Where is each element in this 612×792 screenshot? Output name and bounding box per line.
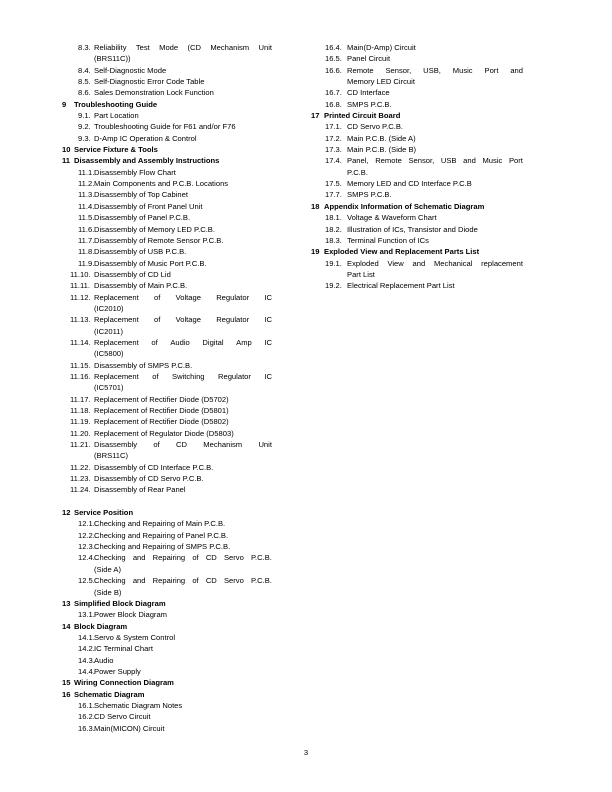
toc-subsection-entry[interactable] <box>58 76 272 87</box>
toc-entry-title: Main(MICON) Circuit <box>94 723 165 733</box>
toc-subsection-entry[interactable] <box>311 53 523 64</box>
toc-subsection-entry[interactable] <box>58 700 272 711</box>
toc-entry-number: 9 <box>62 99 67 109</box>
toc-entry-title: Disassembly Flow Chart <box>94 167 176 177</box>
toc-subsection-entry[interactable] <box>58 337 272 348</box>
toc-entry-number: 11.21. <box>70 440 91 450</box>
toc-entry-title: Disassembly of Panel P.C.B. <box>94 213 191 223</box>
toc-section-entry[interactable] <box>311 110 523 121</box>
toc-entry-continuation: (IC5701) <box>94 383 124 393</box>
toc-entry-number: 11.11. <box>70 281 90 291</box>
toc-subsection-entry[interactable] <box>58 258 272 269</box>
toc-entry-number: 12.1. <box>78 519 95 529</box>
spacer <box>58 496 272 507</box>
toc-section-entry[interactable] <box>58 507 272 518</box>
toc-entry-number: 18 <box>311 201 320 211</box>
toc-entry-number: 19.2. <box>325 281 342 291</box>
toc-entry-title: Troubleshooting Guide for F61 and/or F76 <box>94 122 236 132</box>
toc-subsection-entry[interactable] <box>58 224 272 235</box>
toc-entry-number: 17.7. <box>325 190 342 200</box>
toc-subsection-entry[interactable] <box>58 666 272 677</box>
toc-entry-number: 12.2. <box>78 530 95 540</box>
toc-entry-title: Power Supply <box>94 666 141 676</box>
toc-entry-number: 16.1. <box>78 700 95 710</box>
toc-entry-number: 12.3. <box>78 542 95 552</box>
toc-entry-title: Printed Circuit Board <box>324 111 401 121</box>
toc-entry-title: Illustration of ICs, Transistor and Diode <box>347 224 478 234</box>
toc-entry-title: Disassembly of CD Lid <box>94 269 171 279</box>
toc-entry-number: 17.1. <box>325 122 342 132</box>
toc-entry-title: Part Location <box>94 111 139 121</box>
toc-entry-number: 17.5. <box>325 179 342 189</box>
toc-entry-title: Disassembly of SMPS P.C.B. <box>94 360 193 370</box>
toc-entry-title: CD Servo P.C.B. <box>347 122 403 132</box>
toc-entry-title: Disassembly of Top Cabinet <box>94 190 188 200</box>
toc-subsection-entry[interactable] <box>58 269 272 280</box>
toc-entry-number: 14.2. <box>78 644 95 654</box>
toc-entry-number: 18.2. <box>325 224 342 234</box>
toc-subsection-entry[interactable] <box>58 178 272 189</box>
toc-entry-number: 10 <box>62 145 71 155</box>
toc-entry-number: 14.1. <box>78 632 95 642</box>
toc-subsection-entry[interactable] <box>58 110 272 121</box>
toc-entry-continuation: (IC5800) <box>94 349 124 359</box>
toc-subsection-entry[interactable] <box>58 428 272 439</box>
toc-entry-number: 17.2. <box>325 133 342 143</box>
toc-subsection-entry[interactable] <box>58 552 272 563</box>
toc-entry-number: 16 <box>62 689 71 699</box>
toc-entry-title: Audio <box>94 655 114 665</box>
toc-subsection-entry[interactable] <box>58 189 272 200</box>
toc-entry-title: Replacement of Voltage Regulator IC <box>94 292 272 302</box>
toc-subsection-entry[interactable] <box>58 723 272 734</box>
toc-entry-continuation: Part List <box>347 269 375 279</box>
toc-entry-title: Power Block Diagram <box>94 610 168 620</box>
toc-section-entry[interactable] <box>58 155 272 166</box>
toc-subsection-entry[interactable] <box>58 371 272 382</box>
toc-subsection-entry[interactable] <box>58 212 272 223</box>
toc-left-column <box>58 42 272 734</box>
toc-entry-title: Replacement of Switching Regulator IC <box>94 371 272 381</box>
toc-subsection-entry[interactable] <box>58 314 272 325</box>
toc-entry-title: Electrical Replacement Part List <box>347 281 455 291</box>
toc-entry-number: 15 <box>62 678 71 688</box>
toc-subsection-entry[interactable] <box>58 711 272 722</box>
toc-subsection-entry[interactable] <box>58 655 272 666</box>
toc-entry-title: Main P.C.B. (Side B) <box>347 145 417 155</box>
toc-subsection-entry[interactable] <box>58 246 272 257</box>
toc-entry-number: 16.6. <box>325 65 342 75</box>
toc-subsection-entry[interactable] <box>58 473 272 484</box>
toc-entry-number: 16.2. <box>78 712 95 722</box>
toc-entry-number: 11.10. <box>70 269 91 279</box>
toc-entry-number: 16.7. <box>325 88 342 98</box>
toc-section-entry[interactable] <box>311 246 523 257</box>
toc-subsection-entry[interactable] <box>311 235 523 246</box>
toc-entry-title: SMPS P.C.B. <box>347 190 392 200</box>
toc-entry-number: 12 <box>62 508 71 518</box>
toc-entry-title: Panel, Remote Sensor, USB and Music Port <box>347 156 523 166</box>
toc-entry-number: 8.3. <box>78 43 91 52</box>
toc-entry-title: Main P.C.B. (Side A) <box>347 133 416 143</box>
toc-subsection-entry[interactable] <box>58 405 272 416</box>
toc-entry-number: 11.2. <box>78 179 95 189</box>
toc-subsection-entry[interactable] <box>58 360 272 371</box>
toc-entry-continuation: (IC2010) <box>94 303 124 313</box>
toc-subsection-entry[interactable] <box>58 530 272 541</box>
toc-entry-title: Reliability Test Mode (CD Mechanism Unit <box>94 43 272 52</box>
toc-entry-title: Disassembly of Front Panel Unit <box>94 201 203 211</box>
toc-section-entry[interactable] <box>58 598 272 609</box>
toc-section-entry[interactable] <box>58 99 272 110</box>
toc-entry-title: Schematic Diagram <box>74 689 145 699</box>
toc-subsection-entry[interactable] <box>58 609 272 620</box>
toc-subsection-entry[interactable] <box>58 121 272 132</box>
toc-entry-number: 11.15. <box>70 360 91 370</box>
toc-entry-title: Terminal Function of ICs <box>347 235 429 245</box>
toc-entry-title: Replacement of Rectifier Diode (D5801) <box>94 406 229 415</box>
toc-entry-number: 11.7. <box>78 235 95 245</box>
toc-entry-number: 11 <box>62 156 71 166</box>
toc-entry-continuation: (IC2011) <box>94 326 123 336</box>
toc-entry-number: 11.12. <box>70 292 91 302</box>
toc-entry-number: 11.8. <box>78 247 95 257</box>
toc-entry-title: Disassembly and Assembly Instructions <box>74 156 220 166</box>
toc-subsection-entry[interactable] <box>58 133 272 144</box>
toc-subsection-entry[interactable] <box>311 155 523 166</box>
toc-entry-title: Wiring Connection Diagram <box>74 678 174 688</box>
toc-section-entry[interactable] <box>58 621 272 632</box>
toc-entry-title: Checking and Repairing of SMPS P.C.B. <box>94 542 231 552</box>
toc-entry-number: 16.3. <box>78 723 95 733</box>
toc-entry-title: Disassembly of Rear Panel <box>94 485 186 495</box>
toc-entry-title: Disassembly of CD Interface P.C.B. <box>94 462 214 472</box>
toc-subsection-entry[interactable] <box>311 178 523 189</box>
toc-entry-number: 16.8. <box>325 99 342 109</box>
toc-entry-continuation: (BRS11C)) <box>94 54 131 64</box>
toc-entry-title: Schematic Diagram Notes <box>94 700 183 710</box>
toc-entry-number: 11.18. <box>70 406 91 415</box>
toc-subsection-entry[interactable] <box>58 632 272 643</box>
toc-entry-number: 9.1. <box>78 111 91 121</box>
toc-entry-title: Replacement of Voltage Regulator IC <box>94 315 272 325</box>
toc-entry-number: 11.9. <box>78 258 95 268</box>
toc-entry-number: 8.5. <box>78 77 91 87</box>
toc-subsection-entry[interactable] <box>311 280 523 291</box>
toc-entry-number: 11.19. <box>70 417 91 427</box>
toc-entry-number: 11.22. <box>70 462 91 472</box>
toc-entry-number: 16.4. <box>325 43 342 52</box>
toc-entry-number: 9.2. <box>78 122 91 132</box>
toc-entry-number: 12.4. <box>78 553 95 563</box>
toc-subsection-entry[interactable] <box>311 144 523 155</box>
toc-entry-continuation: P.C.B. <box>347 167 368 177</box>
toc-subsection-entry[interactable] <box>58 201 272 212</box>
toc-subsection-entry[interactable] <box>58 643 272 654</box>
toc-entry-number: 14.3. <box>78 655 95 665</box>
toc-subsection-entry[interactable] <box>58 292 272 303</box>
toc-entry-number: 11.17. <box>70 394 91 404</box>
toc-subsection-entry[interactable] <box>58 575 272 586</box>
toc-subsection-entry[interactable] <box>311 65 523 76</box>
toc-entry-title: SMPS P.C.B. <box>347 99 392 109</box>
toc-entry-number: 11.20. <box>70 428 91 438</box>
toc-subsection-entry[interactable] <box>311 99 523 110</box>
toc-entry-number: 17 <box>311 111 320 121</box>
toc-subsection-entry[interactable] <box>58 439 272 450</box>
toc-subsection-entry[interactable] <box>58 518 272 529</box>
toc-entry-title: Servo & System Control <box>94 632 176 642</box>
toc-subsection-entry[interactable] <box>58 65 272 76</box>
toc-entry-title: Checking and Repairing of CD Servo P.C.B. <box>94 576 272 586</box>
page-number: 3 <box>303 748 309 757</box>
toc-subsection-entry[interactable] <box>58 280 272 291</box>
toc-entry-number: 8.4. <box>78 65 91 75</box>
toc-entry-title: CD Servo Circuit <box>94 712 151 722</box>
toc-subsection-entry[interactable] <box>58 167 272 178</box>
toc-subsection-entry[interactable] <box>311 87 523 98</box>
toc-entry-number: 19.1. <box>325 258 342 268</box>
toc-subsection-entry[interactable] <box>311 224 523 235</box>
toc-subsection-entry[interactable] <box>58 87 272 98</box>
toc-entry-title: Disassembly of CD Mechanism Unit <box>94 440 272 450</box>
toc-entry-title: Disassembly of Main P.C.B. <box>94 281 188 291</box>
toc-entry-number: 11.13. <box>70 315 91 325</box>
toc-entry-title: Remote Sensor, USB, Music Port and <box>347 65 523 75</box>
toc-entry-title: Simplified Block Diagram <box>74 598 166 608</box>
toc-entry-number: 13.1. <box>78 610 95 620</box>
toc-entry-title: Memory LED and CD Interface P.C.B <box>347 179 472 189</box>
toc-entry-number: 11.16. <box>70 371 91 381</box>
toc-entry-number: 17.4. <box>325 156 342 166</box>
toc-subsection-entry[interactable] <box>58 394 272 405</box>
toc-entry-number: 11.3. <box>78 190 95 200</box>
toc-entry-number: 14.4. <box>78 666 95 676</box>
toc-section-entry[interactable] <box>58 144 272 155</box>
toc-entry-title: Self-Diagnostic Mode <box>94 65 167 75</box>
toc-entry-title: Exploded View and Mechanical replacement <box>347 258 523 268</box>
toc-subsection-entry[interactable] <box>311 133 523 144</box>
toc-entry-title: Replacement of Regulator Diode (D5803) <box>94 428 234 438</box>
toc-entry-number: 11.24. <box>70 485 91 495</box>
toc-entry-title: Checking and Repairing of Panel P.C.B. <box>94 530 229 540</box>
toc-entry-continuation: Memory LED Circuit <box>347 77 415 87</box>
toc-entry-title: Troubleshooting Guide <box>74 99 158 109</box>
toc-entry-title: Disassembly of USB P.C.B. <box>94 247 187 257</box>
toc-entry-title: Service Position <box>74 508 134 518</box>
toc-entry-continuation: (Side A) <box>94 564 122 574</box>
toc-subsection-entry[interactable] <box>311 42 523 53</box>
toc-subsection-entry[interactable] <box>58 484 272 495</box>
toc-entry-title: Voltage & Waveform Chart <box>347 213 437 223</box>
toc-entry-continuation: (BRS11C) <box>94 451 129 461</box>
toc-entry-number: 9.3. <box>78 133 91 143</box>
toc-entry-number: 11.6. <box>78 224 95 234</box>
toc-right-column <box>311 42 523 292</box>
toc-subsection-entry[interactable] <box>58 416 272 427</box>
toc-entry-title: Replacement of Rectifier Diode (D5802) <box>94 417 229 427</box>
toc-subsection-entry[interactable] <box>311 121 523 132</box>
toc-entry-title: Appendix Information of Schematic Diagram <box>324 201 485 211</box>
toc-entry-title: Checking and Repairing of Main P.C.B. <box>94 519 226 529</box>
toc-entry-title: IC Terminal Chart <box>94 644 153 654</box>
toc-subsection-entry[interactable] <box>311 189 523 200</box>
toc-entry-title: Sales Demonstration Lock Function <box>94 88 214 98</box>
toc-entry-number: 14 <box>62 621 71 631</box>
toc-entry-number: 17.3. <box>325 145 342 155</box>
toc-entry-number: 12.5. <box>78 576 95 586</box>
toc-entry-number: 11.1. <box>78 167 95 177</box>
toc-subsection-entry[interactable] <box>58 541 272 552</box>
toc-entry-number: 18.3. <box>325 235 342 245</box>
toc-entry-continuation: (Side B) <box>94 587 122 597</box>
toc-entry-title: Replacement of Audio Digital Amp IC <box>94 337 272 347</box>
toc-entry-number: 8.6. <box>78 88 91 98</box>
toc-entry-title: Service Fixture & Tools <box>74 145 158 155</box>
toc-entry-number: 13 <box>62 598 71 608</box>
toc-entry-number: 11.23. <box>70 474 91 484</box>
toc-subsection-entry[interactable] <box>58 462 272 473</box>
toc-entry-title: Main Components and P.C.B. Locations <box>94 179 229 189</box>
toc-entry-title: Disassembly of Remote Sensor P.C.B. <box>94 235 224 245</box>
toc-subsection-entry[interactable] <box>311 258 523 269</box>
toc-entry-title: Checking and Repairing of CD Servo P.C.B. <box>94 553 272 563</box>
toc-subsection-entry[interactable] <box>58 235 272 246</box>
toc-entry-title: Panel Circuit <box>347 54 391 64</box>
toc-section-entry[interactable] <box>58 677 272 688</box>
toc-entry-title: CD Interface <box>347 88 390 98</box>
toc-entry-number: 11.5. <box>78 213 95 223</box>
toc-entry-title: Block Diagram <box>74 621 128 631</box>
toc-entry-title: Exploded View and Replacement Parts List <box>324 247 480 257</box>
toc-entry-title: Self-Diagnostic Error Code Table <box>94 77 205 87</box>
toc-entry-number: 11.4. <box>78 201 95 211</box>
toc-entry-title: Disassembly of Music Port P.C.B. <box>94 258 207 268</box>
toc-entry-number: 16.5. <box>325 54 342 64</box>
toc-entry-number: 18.1. <box>325 213 342 223</box>
toc-section-entry[interactable] <box>58 689 272 700</box>
toc-entry-title: Main(D-Amp) Circuit <box>347 43 416 52</box>
toc-subsection-entry[interactable] <box>311 212 523 223</box>
toc-entry-title: Disassembly of Memory LED P.C.B. <box>94 224 215 234</box>
toc-entry-number: 11.14. <box>70 337 91 347</box>
toc-entry-title: Disassembly of CD Servo P.C.B. <box>94 474 204 484</box>
toc-entry-title: D-Amp IC Operation & Control <box>94 133 197 143</box>
toc-subsection-entry[interactable] <box>58 42 272 53</box>
toc-entry-title: Replacement of Rectifier Diode (D5702) <box>94 394 229 404</box>
toc-entry-number: 19 <box>311 247 320 257</box>
toc-section-entry[interactable] <box>311 201 523 212</box>
